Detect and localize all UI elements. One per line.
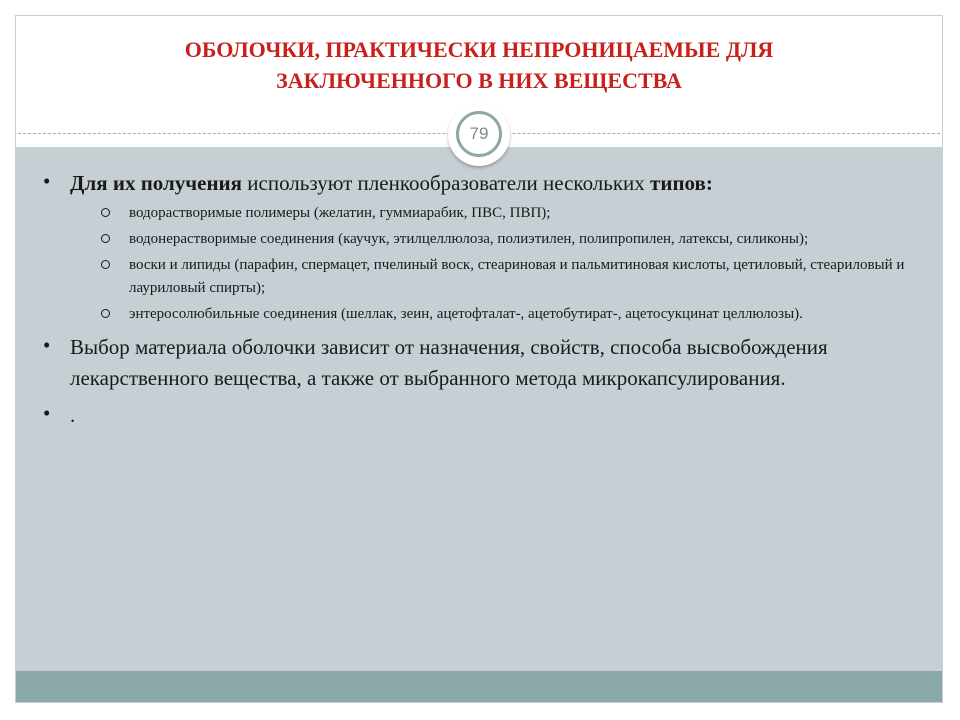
bullet-1-bold-tail: типов:: [650, 171, 713, 195]
sub-item-3-text: воски и липиды (парафин, спермацет, пчелиный воск, стеариновая и пальмитиновая кислоты, цетиловый, стеариловый и лауриловый спирты);: [129, 257, 905, 296]
sub-bullet-circle-icon: [101, 260, 110, 269]
sub-item-4: [70, 303, 920, 326]
sub-bullet-circle-icon: [101, 309, 110, 318]
bullet-2-text: Выбор материала оболочки зависит от назначения, свойств, способа высвобождения лекарственного вещества, а также от выбранного метода микрокапсулирования.: [70, 335, 828, 390]
sub-item-3: [70, 254, 920, 300]
bullet-3-text: .: [70, 403, 76, 427]
sub-item-1: [70, 202, 920, 225]
sub-bullet-circle-icon: [101, 208, 110, 217]
sub-item-2-text: водонерастворимые соединения (каучук, этилцеллюлоза, полиэтилен, полипропилен, латексы, силиконы);: [129, 231, 809, 247]
title-line-2: ЗАКЛЮЧЕННОГО В НИХ ВЕЩЕСТВА: [276, 68, 682, 93]
bullet-dot-icon: •: [43, 333, 51, 357]
bullet-item-1: [40, 168, 920, 326]
bullet-1-text: используют пленкообразователи нескольких: [242, 171, 651, 195]
page-number-badge: 79: [456, 111, 502, 157]
bullet-item-2: [40, 332, 920, 394]
sub-list: [70, 202, 920, 326]
sub-item-2: [70, 228, 920, 251]
bullet-dot-icon: •: [43, 169, 51, 193]
sub-item-4-text: энтеросолюбильные соединения (шеллак, зеин, ацетофталат-, ацетобутират-, ацетосукцинат целлюлозы).: [129, 306, 803, 322]
bullet-item-3: [40, 400, 920, 431]
bullet-list: [40, 168, 920, 431]
footer-strip: [16, 671, 942, 702]
sub-item-1-text: водорастворимые полимеры (желатин, гуммиарабик, ПВС, ПВП);: [129, 205, 551, 221]
sub-bullet-circle-icon: [101, 234, 110, 243]
title-line-1: ОБОЛОЧКИ, ПРАКТИЧЕСКИ НЕПРОНИЦАЕМЫЕ ДЛЯ: [184, 37, 774, 62]
bullet-dot-icon: •: [43, 401, 51, 425]
bullet-1-bold-lead: Для их получения: [70, 171, 243, 195]
slide-title: [15, 34, 943, 96]
